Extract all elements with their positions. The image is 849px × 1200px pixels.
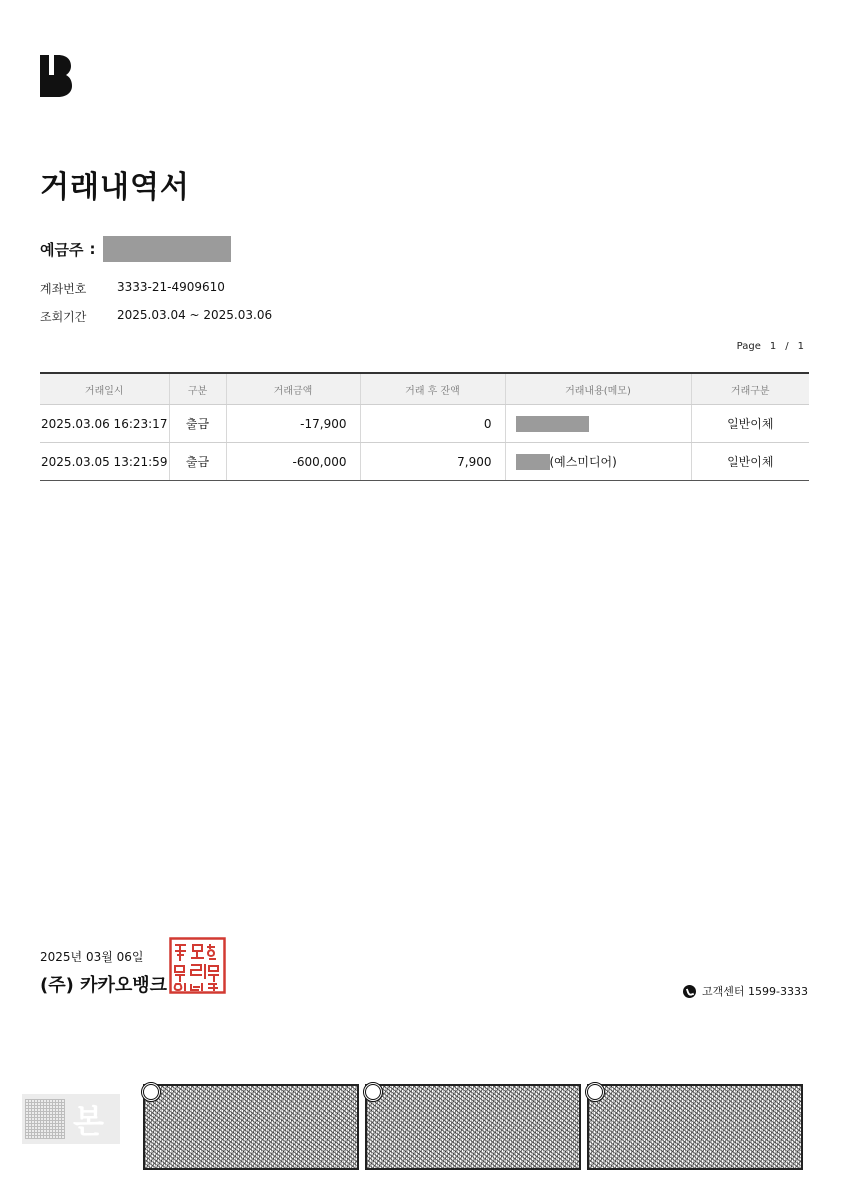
account-number-row (40, 280, 225, 297)
holder-colon: : (89, 240, 96, 258)
account-holder (40, 236, 231, 262)
cell-balance: 7,900 (360, 443, 505, 481)
col-amount: 거래금액 (226, 373, 360, 405)
account-number-label: 계좌번호 (40, 282, 87, 296)
col-datetime: 거래일시 (40, 373, 169, 405)
page-current: 1 (769, 341, 777, 352)
bank-name: (주) 카카오뱅크 (40, 975, 168, 996)
verification-barcode-1 (143, 1084, 359, 1170)
copy-watermark-text: 본 (73, 1102, 104, 1140)
period-label: 조회기간 (40, 310, 87, 324)
holder-label: 예금주 (40, 240, 84, 259)
customer-center-text: 고객센터 1599-3333 (702, 985, 808, 998)
copy-watermark (22, 1094, 120, 1144)
table-row (40, 405, 809, 443)
col-memo: 거래내용(메모) (505, 373, 691, 405)
cell-category: 일반이체 (691, 443, 809, 481)
cell-memo (505, 405, 691, 443)
company-seal-icon (169, 937, 226, 994)
page-separator: / (785, 341, 789, 352)
page-total: 1 (797, 341, 804, 352)
period-row (40, 308, 272, 325)
cell-datetime: 2025.03.06 16:23:17 (40, 405, 169, 443)
issue-date: 2025년 03월 06일 (40, 950, 144, 964)
page-title: 거래내역서 (40, 170, 190, 205)
memo-redacted (516, 454, 550, 470)
page-label: Page (736, 341, 761, 352)
account-number-value: 3333-21-4909610 (117, 280, 225, 294)
table-row (40, 443, 809, 481)
customer-center (683, 983, 808, 999)
col-balance: 거래 후 잔액 (360, 373, 505, 405)
transaction-table (40, 372, 809, 481)
cell-datetime: 2025.03.05 13:21:59 (40, 443, 169, 481)
phone-icon (683, 985, 696, 998)
verification-barcode-3 (587, 1084, 803, 1170)
memo-text: (예스미디어) (549, 454, 617, 469)
verification-barcode-2 (365, 1084, 581, 1170)
memo-redacted (516, 416, 589, 432)
cell-balance: 0 (360, 405, 505, 443)
period-value: 2025.03.04 ~ 2025.03.06 (117, 308, 273, 322)
cell-memo (505, 443, 691, 481)
cell-amount: -17,900 (226, 405, 360, 443)
cell-amount: -600,000 (226, 443, 360, 481)
col-category: 거래구분 (691, 373, 809, 405)
pagination (737, 341, 804, 352)
holder-name-redacted (103, 236, 231, 262)
copy-watermark-pattern (25, 1099, 65, 1139)
cell-type: 출금 (169, 443, 226, 481)
col-type: 구분 (169, 373, 226, 405)
cell-category: 일반이체 (691, 405, 809, 443)
table-header-row (40, 373, 809, 405)
cell-type: 출금 (169, 405, 226, 443)
kakaobank-logo (40, 55, 72, 97)
